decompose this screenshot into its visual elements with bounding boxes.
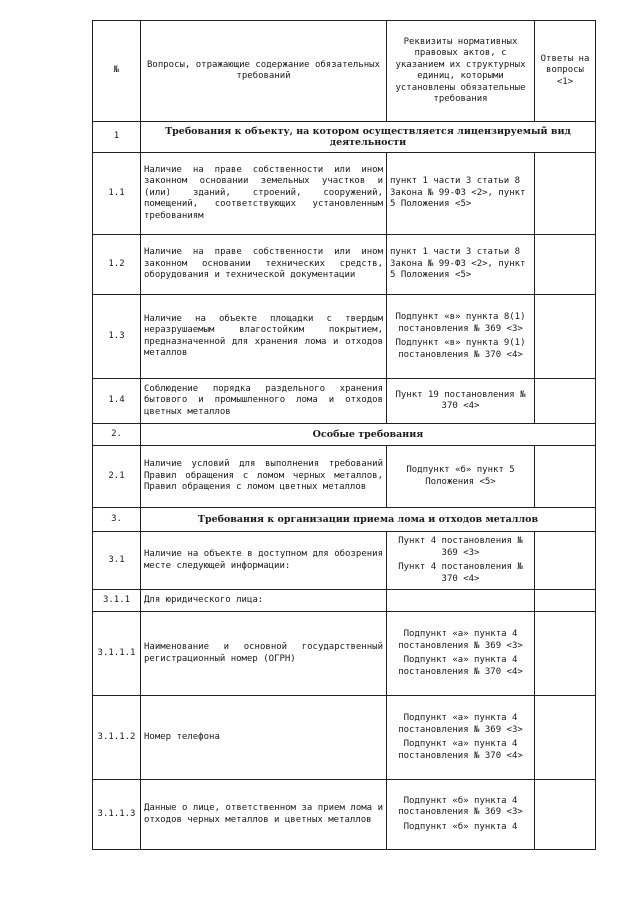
legal-reference: Пункт 4 постановления № 369 <3> (398, 536, 523, 558)
item-number: 3.1 (93, 532, 141, 590)
legal-reference: Подпункт «в» пункта 9(1) постановления № 370 <4> (395, 338, 526, 360)
document-page (92, 20, 595, 850)
table-row (93, 612, 596, 696)
answer-cell[interactable] (535, 235, 596, 295)
legal-reference: пункт 1 части 3 статьи 8 Закона № 99-ФЗ <2>, пункт 5 Положения <5> (390, 176, 526, 210)
section-number: 1 (93, 122, 141, 153)
table-header-row (93, 21, 596, 122)
item-number: 1.3 (93, 295, 141, 379)
section-row (93, 122, 596, 153)
item-number: 3.1.1.3 (93, 780, 141, 850)
answer-cell[interactable] (535, 153, 596, 235)
legal-reference-cell (387, 153, 535, 235)
legal-reference-cell (387, 532, 535, 590)
answer-cell[interactable] (535, 446, 596, 508)
legal-reference: пункт 1 части 3 статьи 8 Закона № 99-ФЗ <2>, пункт 5 Положения <5> (390, 247, 526, 281)
table-row (93, 532, 596, 590)
legal-reference: Подпункт «в» пункта 8(1) постановления № 369 <3> (395, 312, 526, 334)
requirement-question: Соблюдение порядка раздельного хранения бытового и промышленного лома и отходов цветных металлов (141, 379, 387, 424)
table-row (93, 696, 596, 780)
section-row (93, 508, 596, 532)
header-legal-refs: Реквизиты нормативных правовых актов, с указанием их структурных единиц, которыми установлены обязательные требования (387, 21, 535, 122)
legal-reference: Подпункт «б» пункта 4 постановления № 369 <3> (398, 795, 523, 818)
requirement-question: Наличие на объекте площадки с твердым неразрушаемым влагостойким покрытием, предназначенной для хранения лома и отходов металлов (141, 295, 387, 379)
section-title: Требования к организации приема лома и отходов металлов (141, 508, 596, 532)
item-number: 1.1 (93, 153, 141, 235)
answer-cell[interactable] (535, 780, 596, 850)
legal-reference: Подпункт «а» пункта 4 постановления № 370 <4> (398, 739, 523, 761)
legal-reference: Подпункт «а» пункта 4 постановления № 369 <3> (398, 713, 523, 735)
legal-reference: Подпункт «а» пункта 4 постановления № 370 <4> (398, 655, 523, 677)
section-number: 2. (93, 424, 141, 446)
section-number: 3. (93, 508, 141, 532)
requirement-question: Данные о лице, ответственном за прием лома и отходов черных металлов и цветных металлов (141, 780, 387, 850)
legal-reference: Пункт 19 постановления № 370 <4> (395, 389, 526, 411)
header-answers: Ответы на вопросы <1> (535, 21, 596, 122)
answer-cell[interactable] (535, 612, 596, 696)
section-row (93, 424, 596, 446)
item-number: 1.4 (93, 379, 141, 424)
legal-reference-cell (387, 295, 535, 379)
legal-reference-cell (387, 590, 535, 612)
table-row (93, 295, 596, 379)
requirement-question: Наличие условий для выполнения требований Правил обращения с ломом черных металлов, Правил обращения с ломом цветных металлов (141, 446, 387, 508)
header-number: № (93, 21, 141, 122)
legal-reference: Пункт 4 постановления № 370 <4> (398, 562, 523, 584)
answer-cell[interactable] (535, 295, 596, 379)
answer-cell[interactable] (535, 379, 596, 424)
header-question: Вопросы, отражающие содержание обязательных требований (141, 21, 387, 122)
table-row (93, 446, 596, 508)
table-row (93, 235, 596, 295)
legal-reference: Подпункт «б» пункта 4 (403, 821, 518, 832)
section-title: Требования к объекту, на котором осуществляется лицензируемый вид деятельности (141, 122, 596, 153)
legal-reference-cell (387, 612, 535, 696)
item-number: 3.1.1.2 (93, 696, 141, 780)
table-row (93, 153, 596, 235)
item-number: 3.1.1.1 (93, 612, 141, 696)
requirement-question: Наименование и основной государственный регистрационный номер (ОГРН) (141, 612, 387, 696)
answer-cell[interactable] (535, 590, 596, 612)
item-number: 2.1 (93, 446, 141, 508)
requirement-question: Наличие на праве собственности или ином законном основании земельных участков и (или) зданий, строений, сооружений, помещений, соответствующих установленным требованиям (141, 153, 387, 235)
legal-reference-cell (387, 696, 535, 780)
requirement-question: Для юридического лица: (141, 590, 387, 612)
legal-reference-cell (387, 780, 535, 850)
answer-cell[interactable] (535, 532, 596, 590)
table-row (93, 780, 596, 850)
legal-reference: Подпункт «б» пункт 5 Положения <5> (406, 465, 515, 487)
requirement-question: Номер телефона (141, 696, 387, 780)
table-row (93, 590, 596, 612)
legal-reference-cell (387, 379, 535, 424)
answer-cell[interactable] (535, 696, 596, 780)
requirement-question: Наличие на объекте в доступном для обозрения месте следующей информации: (141, 532, 387, 590)
requirement-question: Наличие на праве собственности или ином законном основании технических средств, оборудования и технической документации (141, 235, 387, 295)
legal-reference-cell (387, 446, 535, 508)
requirements-table (92, 20, 596, 850)
table-row (93, 379, 596, 424)
item-number: 3.1.1 (93, 590, 141, 612)
item-number: 1.2 (93, 235, 141, 295)
section-title: Особые требования (141, 424, 596, 446)
legal-reference: Подпункт «а» пункта 4 постановления № 369 <3> (398, 629, 523, 651)
legal-reference-cell (387, 235, 535, 295)
